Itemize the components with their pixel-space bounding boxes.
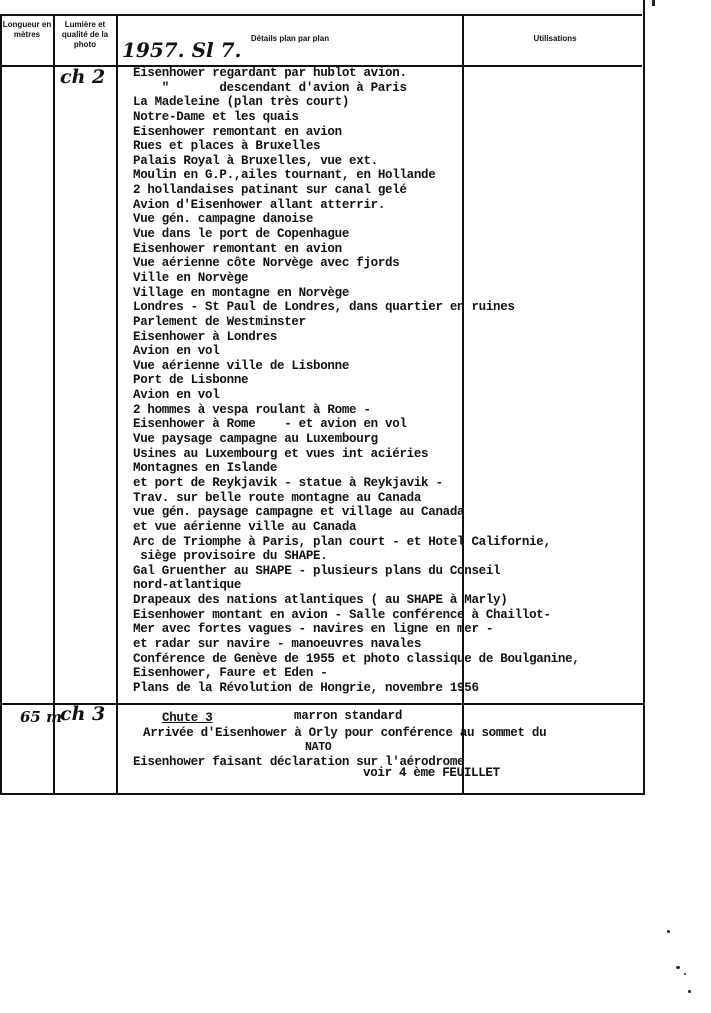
shot-line: Village en montagne en Norvège: [133, 285, 350, 300]
shot-line: Plans de la Révolution de Hongrie, novembre 1956: [133, 680, 479, 695]
shot-line: Avion en vol: [133, 388, 220, 403]
shot-line: Montagnes en Islande: [133, 461, 278, 476]
scan-speck: [688, 990, 691, 993]
shot-line: nord-atlantique: [133, 578, 242, 593]
nato-line: NATO: [305, 741, 332, 754]
header-length: Longueur en mètres: [2, 20, 52, 39]
length-value-handwritten: 65 m: [20, 708, 62, 726]
shot-line: Eisenhower remontant en avion: [133, 124, 342, 139]
shot-line: Mer avec fortes vagues - navires en ligne en mer -: [133, 622, 494, 637]
shot-line: siège provisoire du SHAPE.: [133, 549, 328, 564]
shot-line: Eisenhower regardant par hublot avion.: [133, 66, 407, 80]
scan-speck: [676, 966, 680, 969]
col-divider-1: [53, 14, 55, 795]
shot-line: Eisenhower, Faure et Eden -: [133, 666, 328, 681]
shot-line: Vue gén. campagne danoise: [133, 212, 314, 227]
shot-line: Moulin en G.P.,ailes tournant, en Hollande: [133, 168, 436, 183]
shot-line: vue gén. paysage campagne et village au Canada: [133, 505, 465, 520]
bottom-rule: [0, 793, 645, 795]
left-border: [0, 14, 2, 795]
shot-line: 2 hommes à vespa roulant à Rome -: [133, 402, 371, 417]
shot-line: Parlement de Westminster: [133, 314, 306, 329]
chassis-2-handwritten: ch 2: [60, 66, 106, 88]
shot-line: Vue dans le port de Copenhague: [133, 227, 350, 242]
shot-line: Drapeaux des nations atlantiques ( au SHAPE à Marly): [133, 593, 508, 608]
shot-line: Palais Royal à Bruxelles, vue ext.: [133, 153, 378, 168]
shot-line: La Madeleine (plan très court): [133, 95, 350, 110]
shot-line: Eisenhower à Rome - et avion en vol: [133, 417, 407, 432]
shot-line: Gal Gruenther au SHAPE - plusieurs plans du Conseil: [133, 563, 501, 578]
shot-line: et port de Reykjavik - statue à Reykjavik -: [133, 475, 443, 490]
arrival-line: Arrivée d'Eisenhower à Orly pour conférence au sommet du: [143, 726, 547, 740]
shot-line: Eisenhower à Londres: [133, 329, 278, 344]
shot-line: et vue aérienne ville au Canada: [133, 519, 357, 534]
shot-line: Londres - St Paul de Londres, dans quartier en ruines: [133, 300, 515, 315]
header-light-quality: Lumière et qualité de la photo: [61, 20, 109, 49]
shot-line: " descendant d'avion à Paris: [133, 80, 407, 95]
shot-line: Vue aérienne côte Norvège avec fjords: [133, 256, 400, 271]
shot-line: Arc de Triomphe à Paris, plan court - et Hotel Californie,: [133, 534, 551, 549]
scan-speck: [652, 0, 655, 6]
chute-note: marron standard: [294, 709, 403, 723]
shot-line: et radar sur navire - manoeuvres navales: [133, 636, 422, 651]
shot-line: Rues et places à Bruxelles: [133, 139, 321, 154]
right-border: [643, 0, 645, 795]
shot-line: Eisenhower remontant en avion: [133, 241, 342, 256]
scan-speck: [667, 930, 670, 933]
shot-line: Usines au Luxembourg et vues int aciéries: [133, 446, 429, 461]
shot-line: Vue paysage campagne au Luxembourg: [133, 432, 378, 447]
shot-line: Conférence de Genève de 1955 et photo classique de Boulganine,: [133, 651, 580, 666]
film-reference-handwritten: 1957. Sl 7.: [122, 38, 242, 62]
top-rule: [0, 14, 642, 16]
shot-list: [133, 66, 579, 696]
header-uses: Utilisations: [533, 34, 577, 43]
chassis-3-handwritten: ch 3: [60, 703, 106, 725]
shot-line: Avion en vol: [133, 344, 220, 359]
shot-line: Avion d'Eisenhower allant atterrir.: [133, 197, 386, 212]
shot-line: Notre-Dame et les quais: [133, 109, 299, 124]
header-shot-details: Détails plan par plan: [250, 34, 330, 43]
scan-speck: [684, 973, 686, 975]
col-divider-2: [116, 14, 118, 795]
shot-line: Ville en Norvège: [133, 270, 249, 285]
shot-line: 2 hollandaises patinant sur canal gelé: [133, 183, 407, 198]
see-next-sheet: voir 4 ème FEUILLET: [363, 766, 500, 780]
shot-line: Trav. sur belle route montagne au Canada: [133, 490, 422, 505]
chute-label: Chute 3: [162, 711, 213, 725]
shot-line: Port de Lisbonne: [133, 373, 249, 388]
shot-line: Eisenhower montant en avion - Salle conférence à Chaillot-: [133, 607, 551, 622]
declaration-line: Eisenhower faisant déclaration sur l'aérodrome: [133, 755, 465, 769]
shot-line: Vue aérienne ville de Lisbonne: [133, 358, 350, 373]
